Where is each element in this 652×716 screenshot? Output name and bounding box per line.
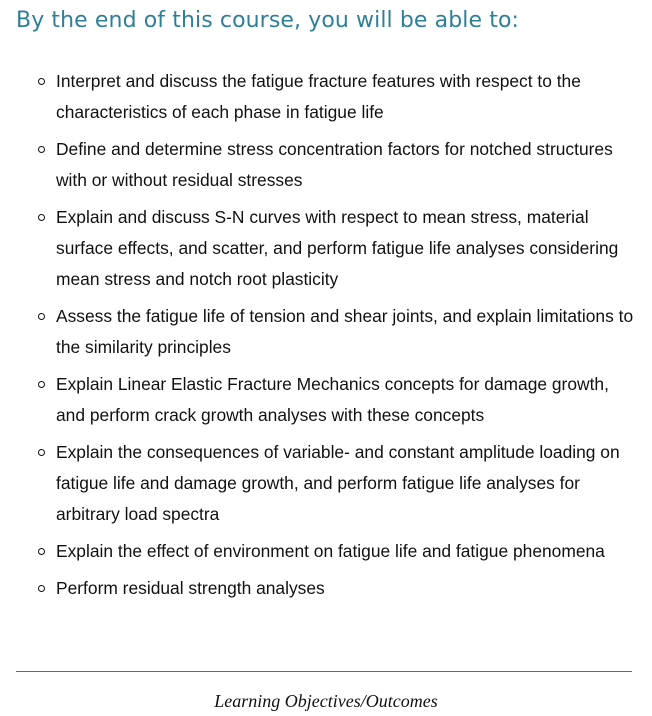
objective-text: Explain the effect of environment on fatigue life and fatigue phenomena [56, 541, 605, 561]
hollow-circle-bullet-icon [38, 585, 45, 592]
divider [16, 671, 632, 672]
objective-text: Explain Linear Elastic Fracture Mechanics concepts for damage growth, and perform crack growth analyses with these concepts [56, 374, 609, 425]
hollow-circle-bullet-icon [38, 381, 45, 388]
hollow-circle-bullet-icon [38, 146, 45, 153]
objective-item [36, 437, 636, 530]
hollow-circle-bullet-icon [38, 449, 45, 456]
objective-text: Interpret and discuss the fatigue fracture features with respect to the characteristics of each phase in fatigue life [56, 71, 581, 122]
hollow-circle-bullet-icon [38, 548, 45, 555]
objective-text: Define and determine stress concentration factors for notched structures with or without residual stresses [56, 139, 613, 190]
objective-text: Assess the fatigue life of tension and shear joints, and explain limitations to the similarity principles [56, 306, 634, 357]
objective-text: Explain and discuss S-N curves with respect to mean stress, material surface effects, and scatter, and perform fatigue life analyses considering mean stress and notch root plasticity [56, 207, 619, 289]
objective-item [36, 573, 636, 604]
objective-item [36, 134, 636, 196]
objective-item [36, 536, 636, 567]
objective-text: Perform residual strength analyses [56, 578, 325, 598]
objective-text: Explain the consequences of variable- and constant amplitude loading on fatigue life and damage growth, and perform fatigue life analyses for arbitrary load spectra [56, 442, 620, 524]
hollow-circle-bullet-icon [38, 313, 45, 320]
objectives-list [36, 66, 636, 610]
objective-item [36, 301, 636, 363]
figure-caption: Learning Objectives/Outcomes [214, 691, 438, 711]
objective-item [36, 66, 636, 128]
objective-item [36, 202, 636, 295]
hollow-circle-bullet-icon [38, 214, 45, 221]
objective-item [36, 369, 636, 431]
hollow-circle-bullet-icon [38, 78, 45, 85]
page-heading: By the end of this course, you will be able to: [16, 8, 520, 33]
